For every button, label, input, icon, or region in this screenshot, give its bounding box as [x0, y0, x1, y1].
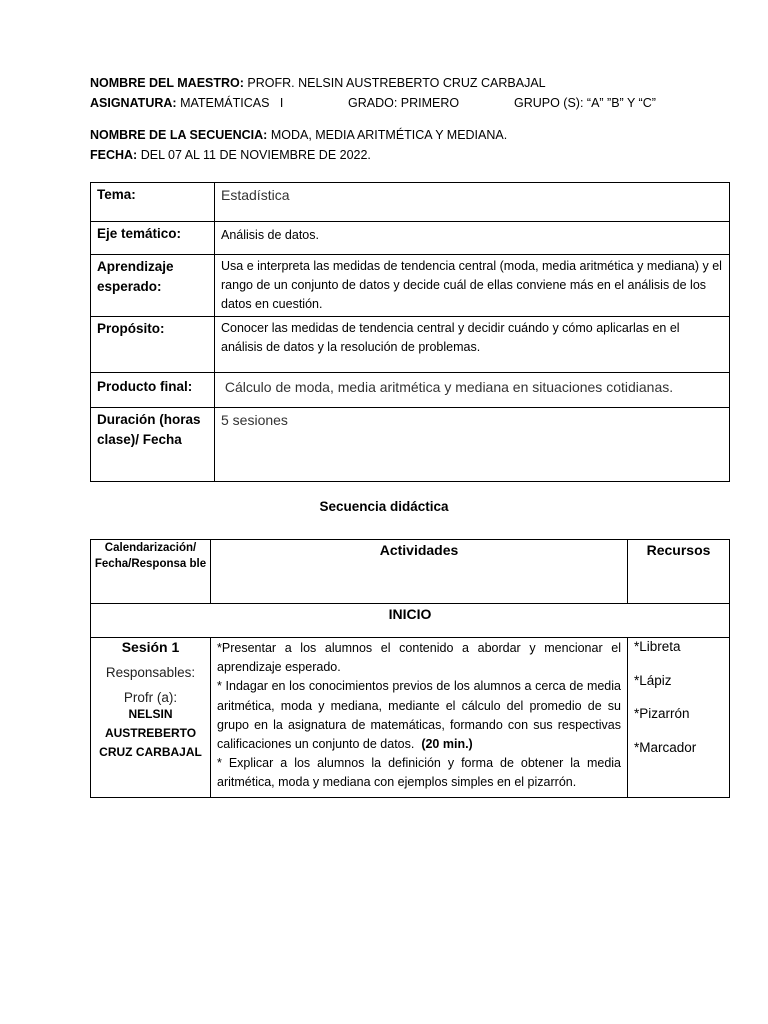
- sequence-name-label: NOMBRE DE LA SECUENCIA:: [90, 128, 268, 142]
- sequence-table: [90, 539, 730, 798]
- session-cell: [91, 638, 211, 798]
- responsables-label: Responsables:: [105, 665, 196, 680]
- teacher-name: PROFR. NELSIN AUSTREBERTO CRUZ CARBAJAL: [247, 76, 546, 90]
- date-value: DEL 07 AL 11 DE NOVIEMBRE DE 2022.: [140, 148, 371, 162]
- date-line: [90, 147, 371, 163]
- info-table: [90, 182, 730, 482]
- grade-text: GRADO: PRIMERO: [348, 96, 460, 110]
- teacher-full-name: NELSIN AUSTREBERTO CRUZ CARBAJAL: [99, 707, 202, 759]
- activity-2-time: (20 min.): [421, 737, 473, 752]
- teacher-label: NOMBRE DEL MAESTRO:: [90, 76, 244, 90]
- resource-item: *Lápiz: [634, 672, 672, 688]
- proposito-value: Conocer las medidas de tendencia central y decidir cuándo y cómo aplicarlas en el análisis de datos y la resolución de problemas.: [215, 317, 730, 373]
- sequence-name-value: MODA, MEDIA ARITMÉTICA Y MEDIANA.: [270, 128, 508, 142]
- subject-value: MATEMÁTICAS I: [180, 96, 284, 110]
- session-title: Sesión 1: [121, 639, 180, 655]
- resource-item: *Pizarrón: [634, 706, 690, 721]
- proposito-label: Propósito:: [91, 317, 215, 373]
- activity-3: * Explicar a los alumnos la definición y forma de obtener la media aritmética, moda y mediana con ejemplos simples en el pizarrón.: [217, 756, 621, 790]
- aprendizaje-label: Aprendizaje esperado:: [91, 255, 215, 317]
- producto-label: Producto final:: [91, 373, 215, 408]
- info-row-proposito: [91, 317, 730, 373]
- group-text: GRUPO (S): “A” ”B” Y “C”: [514, 96, 656, 110]
- info-row-aprendizaje: [91, 255, 730, 317]
- profr-label: Profr (a):: [123, 690, 178, 705]
- schedule-header: Calendarización/ Fecha/Responsa ble: [91, 540, 211, 604]
- info-row-duracion: [91, 408, 730, 482]
- activities-header: Actividades: [211, 540, 628, 604]
- date-label: FECHA:: [90, 148, 138, 162]
- duracion-value: 5 sesiones: [215, 408, 730, 482]
- activity-2: [217, 677, 621, 754]
- sequence-name-line: [90, 127, 507, 143]
- tema-label: Tema:: [91, 183, 215, 222]
- activity-1: *Presentar a los alumnos el contenido a abordar y mencionar el aprendizaje esperado.: [217, 641, 621, 675]
- aprendizaje-value: Usa e interpreta las medidas de tendencia central (moda, media aritmética y mediana) y el rango de un conjunto de datos y decide cuál de ellas conviene más en el análisis de los datos en cuestión.: [215, 255, 730, 317]
- teacher-line: [90, 75, 546, 91]
- resources-header: Recursos: [628, 540, 730, 604]
- subject-label: ASIGNATURA:: [90, 96, 177, 110]
- duracion-label: Duración (horas clase)/ Fecha: [91, 408, 215, 482]
- info-row-eje: [91, 222, 730, 255]
- activities-cell: [211, 638, 628, 798]
- resource-item: *Libreta: [634, 639, 681, 654]
- eje-label: Eje temático:: [91, 222, 215, 255]
- producto-value: Cálculo de moda, media aritmética y mediana en situaciones cotidianas.: [215, 373, 730, 408]
- inicio-label: INICIO: [91, 604, 730, 638]
- sequence-title: Secuencia didáctica: [319, 499, 449, 514]
- activity-2-text: * Indagar en los conocimientos previos de los alumnos a cerca de media aritmética, moda y mediana, mediante el cálculo del promedio de su grupo en la asignatura de matemáticas, formando con sus respectivas calificaciones un conjunto de datos.: [217, 679, 621, 752]
- resource-item: *Marcador: [634, 739, 697, 755]
- subject-line: [90, 95, 283, 111]
- sequence-header-row: [91, 540, 730, 604]
- info-row-tema: [91, 183, 730, 222]
- tema-value: Estadística: [215, 183, 730, 222]
- eje-value: Análisis de datos.: [215, 222, 730, 255]
- resources-cell: [628, 638, 730, 798]
- inicio-row: [91, 604, 730, 638]
- session-row: [91, 638, 730, 798]
- info-row-producto: [91, 373, 730, 408]
